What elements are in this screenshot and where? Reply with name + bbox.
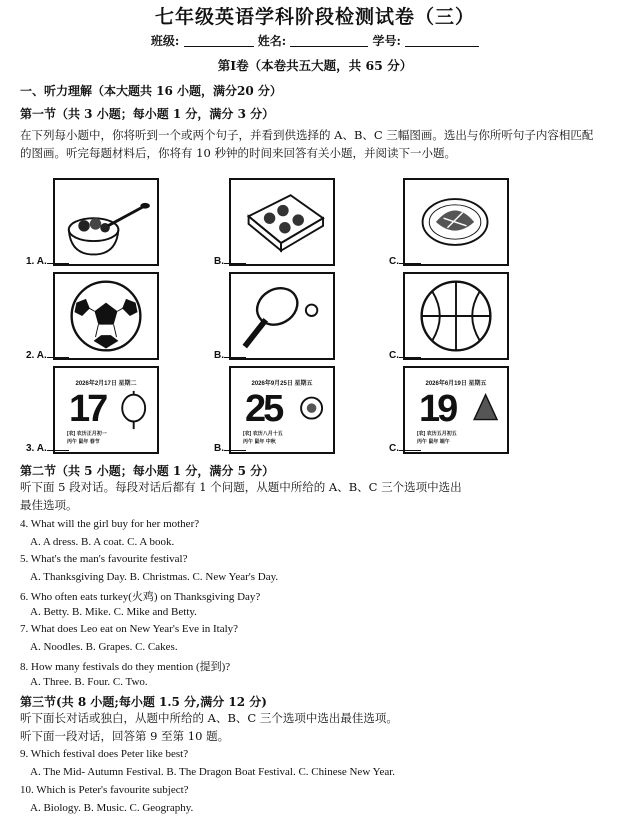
section1-instruction-1: 在下列每小题中，你将听到一个或两个句子，并看到供选择的 A、B、C 三幅图画。选出与你所听句子内容相匹配	[20, 128, 594, 142]
calendar-mid-autumn	[229, 366, 335, 454]
section2-instruction-2: 最佳选项。	[20, 498, 78, 512]
calendar-note-1: [农] 农历正月初一	[67, 431, 107, 437]
calendar-note-1: [农] 农历八月十五	[243, 431, 283, 437]
volume-heading: 第Ⅰ卷（本卷共五大题，共 65 分）	[217, 58, 413, 73]
class-label: 班级:	[150, 34, 180, 48]
calendar-note-2: 丙午 鼠年 端午	[417, 439, 450, 445]
calendar-day-number: 19	[419, 388, 456, 430]
calendar-note-2: 丙午 鼠年 中秋	[243, 439, 276, 445]
class-blank[interactable]	[184, 35, 254, 47]
calendar-date-header: 2026年2月17日 星期二	[75, 381, 137, 387]
listening-heading: 一、听力理解（本大题共 16 小题，满分20 分）	[20, 84, 282, 98]
name-blank[interactable]	[290, 35, 368, 47]
question-4-options: A. A dress. B. A coat. C. A book.	[30, 536, 175, 548]
calendar-day-number: 17	[69, 388, 106, 430]
row1-num-label: 1. A.	[26, 255, 69, 267]
picture-zongzi-plate	[403, 178, 509, 266]
student-info-line	[0, 32, 630, 49]
id-blank[interactable]	[405, 35, 479, 47]
section3-instruction-1: 听下面长对话或独白，从题中所给的 A、B、C 三个选项中选出最佳选项。	[20, 711, 398, 725]
calendar-date-header: 2026年6月19日 星期五	[425, 381, 487, 387]
question-8-options: A. Three. B. Four. C. Two.	[30, 676, 148, 688]
row3-b-label: B.	[214, 442, 246, 454]
calendar-dragon-boat	[403, 366, 509, 454]
picture-soccer-ball	[53, 272, 159, 360]
section3-instruction-2: 听下面一段对话，回答第 9 至第 10 题。	[20, 729, 230, 743]
question-7: 7. What does Leo eat on New Year's Eve in Italy?	[20, 623, 239, 635]
exam-title: 七年级英语学科阶段检测试卷（三）	[154, 6, 475, 28]
question-10: 10. Which is Peter's favourite subject?	[20, 784, 189, 796]
section2-heading: 第二节（共 5 小题；每小题 1 分，满分 5 分）	[20, 464, 275, 478]
section1-heading: 第一节（共 3 小题；每小题 1 分，满分 3 分）	[20, 107, 275, 121]
question-5: 5. What's the man's favourite festival?	[20, 553, 188, 565]
section1-instruction-2: 的图画。听完每题材料后，你将有 10 秒钟的时间来回答有关小题，并阅读下一小题。	[20, 146, 456, 160]
question-7-options: A. Noodles. B. Grapes. C. Cakes.	[30, 641, 178, 653]
row2-num-label: 2. A.	[26, 349, 69, 361]
row3-c-label: C.	[389, 442, 421, 454]
picture-basketball	[403, 272, 509, 360]
id-label: 学号:	[372, 34, 401, 48]
name-label: 姓名:	[257, 34, 287, 48]
question-9-options: A. The Mid- Autumn Festival. B. The Dragon Boat Festival. C. Chinese New Year.	[30, 766, 396, 778]
question-9: 9. Which festival does Peter like best?	[20, 748, 189, 760]
picture-mooncake-box	[229, 178, 335, 266]
question-10-options: A. Biology. B. Music. C. Geography.	[30, 802, 194, 814]
question-4: 4. What will the girl buy for her mother?	[20, 518, 200, 530]
calendar-date-header: 2026年9月25日 星期五	[251, 381, 313, 387]
question-6: 6. Who often eats turkey(火鸡) on Thanksgiving Day?	[20, 591, 261, 603]
calendar-note-2: 丙午 鼠年 春节	[67, 439, 100, 445]
row2-c-label: C.	[389, 349, 421, 361]
section3-heading: 第三节(共 8 小题;每小题 1.5 分,满分 12 分)	[20, 695, 267, 709]
picture-tangyuan-bowl	[53, 178, 159, 266]
row3-num-label: 3. A.	[26, 442, 69, 454]
row1-c-label: C.	[389, 255, 421, 267]
calendar-day-number: 25	[245, 388, 282, 430]
question-6-options: A. Betty. B. Mike. C. Mike and Betty.	[30, 606, 197, 618]
calendar-note-1: [农] 农历五月初五	[417, 431, 457, 437]
row1-b-label: B.	[214, 255, 246, 267]
picture-ping-pong-paddle	[229, 272, 335, 360]
row2-b-label: B.	[214, 349, 246, 361]
question-5-options: A. Thanksgiving Day. B. Christmas. C. New Year's Day.	[30, 571, 279, 583]
calendar-spring-festival	[53, 366, 159, 454]
section2-instruction-1: 听下面 5 段对话。每段对话后都有 1 个问题，从题中所给的 A、B、C 三个选项中选出	[20, 480, 462, 494]
question-8: 8. How many festivals do they mention (提到)?	[20, 661, 231, 673]
